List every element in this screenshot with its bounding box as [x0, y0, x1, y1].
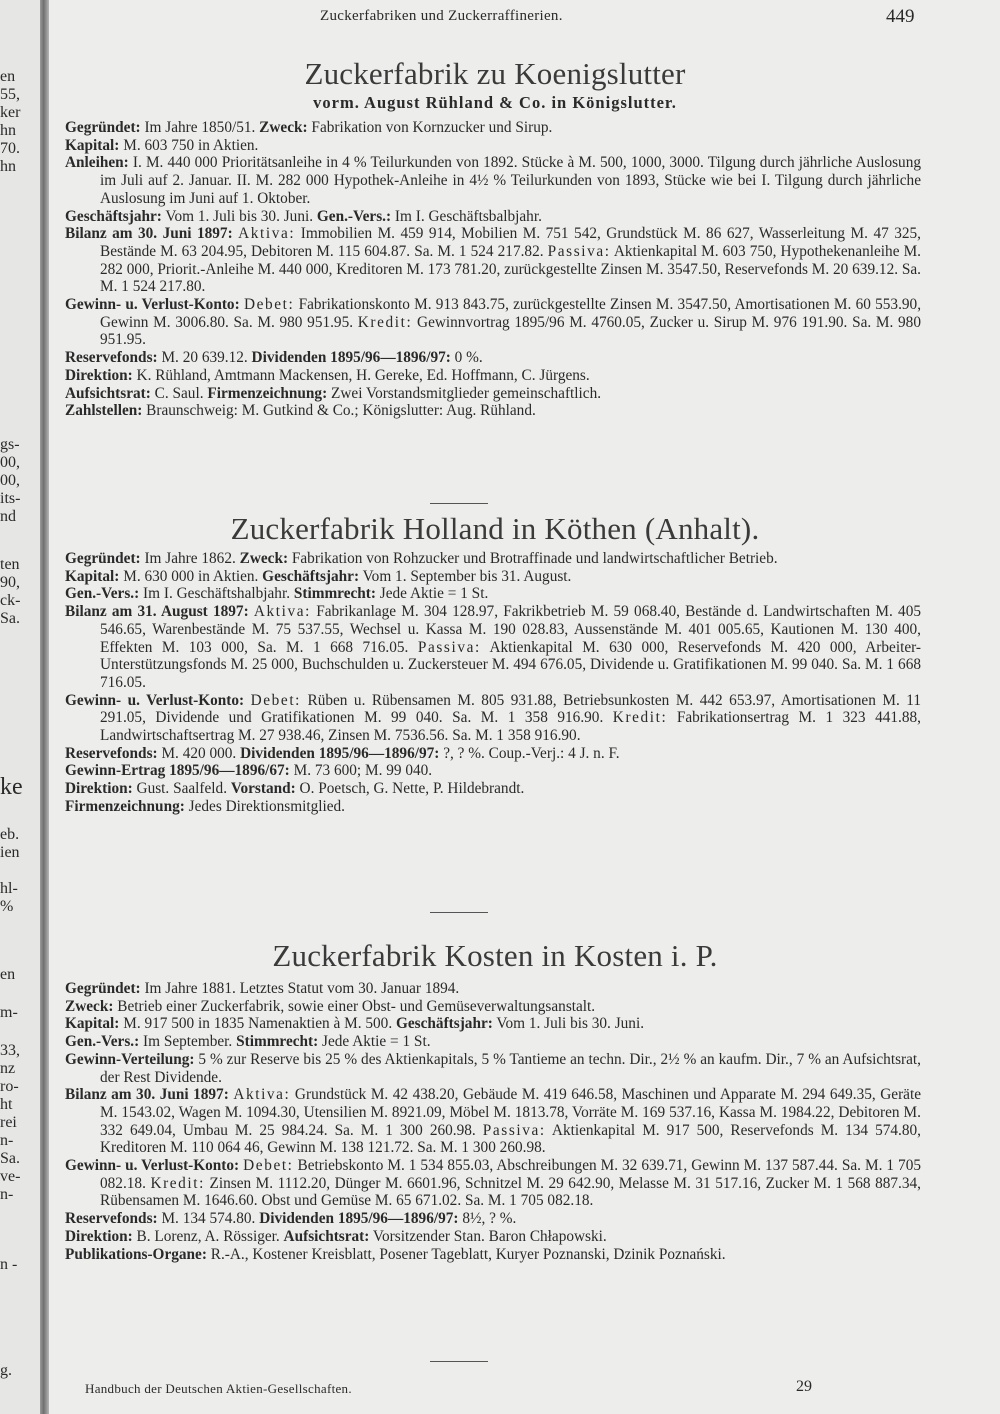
- field-value: R.-A., Kostener Kreisblatt, Posener Tageblatt, Kuryer Poznanski, Dzinik Poznański.: [206, 1245, 726, 1263]
- entry-paragraph: [65, 367, 921, 385]
- field-label: Anleihen:: [65, 154, 129, 172]
- left-page-fragment: n-: [0, 1132, 14, 1149]
- entry-paragraph: [65, 1246, 921, 1264]
- field-value: Vom 1. Juli bis 30. Juni.: [492, 1015, 645, 1033]
- field-value: Fabrikation von Kornzucker und Sirup.: [307, 119, 553, 136]
- left-page-fragment: ht: [0, 1096, 13, 1113]
- field-value: M. 134 574.80.: [157, 1210, 260, 1228]
- footer-book-title: Handbuch der Deutschen Aktien-Gesellschaften.: [85, 1381, 352, 1396]
- footer-signature: 29: [796, 1378, 812, 1395]
- field-value: M. 917 500 in 1835 Namenaktien à M. 500.: [119, 1015, 396, 1033]
- field-value: Zinsen M. 1112.20, Dünger M. 6601.96, Schnitzel M. 29 642.90, Melasse M. 31 517.16, Zucker M. 1 568 887.34, Rübensamen M. 1646.60. Obst und Gemüse M. 65 671.02. Sa. M. 1 705 082.18.: [100, 1174, 921, 1210]
- entry-paragraph: [65, 1086, 921, 1157]
- field-value: ?, ? %. Coup.-Verj.: 4 J. n. F.: [439, 744, 620, 762]
- field-label: Reservefonds:: [65, 349, 158, 367]
- field-value: Braunschweig: M. Gutkind & Co.; Königslutter: Aug. Rühland.: [142, 402, 536, 420]
- left-page-fragment: Sa.: [0, 610, 20, 627]
- left-page-fragment: hn: [0, 158, 16, 175]
- left-page-fragment: ck-: [0, 592, 21, 609]
- field-label: Direktion:: [65, 780, 133, 798]
- field-value: Im Jahre 1862.: [140, 550, 240, 567]
- left-page-fragment: 70.: [0, 140, 20, 157]
- entry-paragraph: [65, 798, 921, 816]
- account-side-label: Passiva:: [417, 638, 481, 656]
- field-value: Fabrikation von Rohzucker und Brotraffinade und landwirtschaftlicher Betrieb.: [288, 550, 778, 567]
- left-page-fragment: en: [0, 68, 16, 85]
- field-label: Zweck:: [239, 550, 289, 567]
- section-body: [65, 119, 921, 420]
- section-title: Zuckerfabrik Kosten in Kosten i. P.: [272, 938, 718, 973]
- field-value: O. Poetsch, G. Nette, P. Hildebrandt.: [295, 780, 525, 798]
- field-value: Betriebskonto M. 1 534 855.03, Abschreibungen M. 32 639.71, Gewinn M. 137 587.44. Sa. M. 1 705 082.18.: [100, 1157, 921, 1192]
- entry-paragraph: [65, 1228, 921, 1246]
- section-divider: [430, 912, 488, 913]
- account-side-label: Debet:: [243, 296, 295, 314]
- page-number: 449: [886, 6, 915, 27]
- field-label: Firmenzeichnung:: [207, 384, 328, 402]
- left-page-fragment: 55,: [0, 86, 20, 103]
- left-page-fragment: 90,: [0, 574, 20, 591]
- account-side-label: Kredit:: [150, 1174, 205, 1192]
- book-gutter: [40, 0, 49, 1414]
- account-side-label: Aktiva:: [253, 603, 311, 621]
- field-value: Im Jahre 1850/51.: [140, 119, 260, 136]
- section-divider: [430, 1361, 488, 1362]
- left-page-fragment: ke: [0, 774, 23, 800]
- field-label: Gegründet:: [65, 550, 141, 567]
- field-value: 0 %.: [450, 349, 483, 367]
- field-value: M. 20 639.12.: [157, 349, 252, 367]
- left-page-fragment: hl-: [0, 880, 18, 897]
- field-label: Stimmrecht:: [236, 1033, 319, 1051]
- field-label: Bilanz am 31. August 1897:: [65, 603, 249, 621]
- field-value: K. Rühland, Amtmann Mackensen, H. Gereke, Ed. Hoffmann, C. Jürgens.: [132, 366, 590, 384]
- section-subtitle: vorm. August Rühland & Co. in Königslutter.: [313, 93, 677, 112]
- field-label: Bilanz am 30. Juni 1897:: [65, 225, 233, 243]
- entry-paragraph: [65, 402, 921, 420]
- field-label: Firmenzeichnung:: [65, 797, 185, 815]
- field-value: Fabrikationsertrag M. 1 323 441.88, Landwirtschaftsertrag M. 27 938.46, Zinsen M. 7536.56. Sa. M. 1 358 916.90.: [100, 709, 921, 745]
- field-value: Aktienkapital M. 630 000, Reservefonds M. 420 000, Arbeiter-Unterstützungsfonds M. 25 000, Buchschulden u. Zuckersteuer M. 494 676.05, Dividende u. Gratifikationen M. 99 040. Sa. M. 1 668 716.05.: [100, 638, 921, 691]
- field-label: Zweck:: [65, 997, 114, 1015]
- entry-paragraph: [65, 550, 921, 568]
- field-value: Aktienkapital M. 917 500, Reservefonds M. 134 574.80, Kreditoren M. 110 064 46, Gewinn M. 138 121.72. Sa. M. 1 300 260.98.: [100, 1121, 921, 1157]
- entry-paragraph: [65, 225, 921, 296]
- field-label: Gegründet:: [65, 119, 141, 136]
- entry-paragraph: [65, 349, 921, 367]
- left-page-fragment: Sa.: [0, 1150, 20, 1167]
- field-label: Reservefonds:: [65, 744, 158, 762]
- field-value: Vom 1. September bis 31. August.: [359, 567, 572, 585]
- field-label: Geschäftsjahr:: [395, 1015, 493, 1033]
- entry-paragraph: [65, 1015, 921, 1033]
- field-value: 5 % zur Reserve bis 25 % des Aktienkapitals, 5 % Tantieme an techn. Dir., 2½ % an kaufm. Dir., 7 % an Aufsichtsrat, der Rest Dividende.: [100, 1050, 921, 1086]
- section-divider: [430, 503, 488, 504]
- field-value: Immobilien M. 459 914, Mobilien M. 751 542, Grundstück M. 86 627, Wasserleitung M. 47 325, Bestände M. 63 204.95, Debitoren M. 115 604.87. Sa. M. 1 524 217.82.: [100, 225, 921, 260]
- field-value: Fabrikationskonto M. 913 843.75, zurückgestellte Zinsen M. 3547.50, Amortisationen M. 60 553.90, Gewinn M. 3006.80. Sa. M. 980 951.95.: [100, 296, 922, 331]
- field-value: M. 603 750 in Aktien.: [119, 136, 259, 154]
- entry-paragraph: [65, 1210, 921, 1228]
- field-label: Gewinn-Verteilung:: [65, 1050, 195, 1068]
- field-value: M. 420 000.: [157, 744, 241, 762]
- field-label: Gewinn- u. Verlust-Konto:: [65, 296, 240, 314]
- left-page-fragment: 00,: [0, 454, 20, 471]
- field-value: Rüben u. Rübensamen M. 805 931.88, Betriebsunkosten M. 442 653.97, Amortisationen M. 11 291.05, Dividende und Gratifikationen M. 99 040. Sa. M. 1 358 916.90.: [100, 691, 922, 727]
- entry-paragraph: [65, 998, 921, 1016]
- field-label: Direktion:: [65, 366, 133, 384]
- left-page-fragment: nz: [0, 1060, 16, 1077]
- field-value: M. 73 600; M. 99 040.: [289, 762, 433, 780]
- entry-paragraph: [65, 1157, 921, 1210]
- field-value: Zwei Vorstandsmitglieder gemeinschaftlich.: [327, 384, 602, 402]
- field-label: Direktion:: [65, 1227, 133, 1245]
- field-value: Jede Aktie = 1 St.: [375, 585, 489, 603]
- field-value: Jedes Direktionsmitglied.: [184, 797, 345, 815]
- entry-paragraph: [65, 692, 921, 745]
- field-value: M. 630 000 in Aktien.: [119, 567, 263, 585]
- field-value: Grundstück M. 42 438.20, Gebäude M. 419 646.58, Maschinen und Apparate M. 294 649.35, Geräte M. 1543.02, Wagen M. 1094.30, Utensilien M. 8921.09, Möbel M. 1813.78, Vorräte M. 169 537.16, Kassa M. 1984.22, Debitoren M. 332 649.04, Umbau M. 25 984.24. Sa. M. 1 300 260.98.: [100, 1086, 921, 1139]
- field-label: Gewinn- u. Verlust-Konto:: [65, 1157, 240, 1175]
- section-body: [65, 550, 921, 816]
- field-label: Geschäftsjahr:: [262, 567, 360, 585]
- field-label: Kapital:: [65, 567, 120, 585]
- account-side-label: Aktiva:: [238, 225, 296, 243]
- entry-paragraph: [65, 119, 921, 137]
- field-value: Jede Aktie = 1 St.: [318, 1033, 431, 1051]
- field-label: Bilanz am 30. Juni 1897:: [65, 1086, 229, 1104]
- field-value: I. M. 440 000 Prioritätsanleihe in 4 % Teilurkunden von 1892. Stücke à M. 500, 1000, 3000. Tilgung durch jährliche Auslosung im Juli auf 2. Januar. II. M. 282 000 Hypothek-Anleihe in 4½ % Teilurkunden von 1893, Stücke wie bei I. Tilgung durch jährliche Auslosung im Juni auf 1. Oktober.: [100, 154, 921, 207]
- left-page-fragment: 33,: [0, 1042, 20, 1059]
- left-page-fragment: hn: [0, 122, 16, 139]
- previous-page-margin: [0, 0, 40, 1414]
- entry-paragraph: [65, 980, 921, 998]
- field-label: Gewinn-Ertrag 1895/96—1896/67:: [65, 762, 290, 780]
- running-header: Zuckerfabriken und Zuckerraffinerien.: [320, 8, 563, 24]
- left-page-fragment: n-: [0, 1186, 14, 1203]
- account-side-label: Passiva:: [547, 242, 611, 260]
- entry-paragraph: [65, 585, 921, 603]
- left-page-fragment: %: [0, 898, 14, 915]
- entry-paragraph: [65, 603, 921, 692]
- field-label: Gegründet:: [65, 980, 141, 997]
- field-value: 8½, ? %.: [458, 1210, 517, 1228]
- entry-paragraph: [65, 762, 921, 780]
- account-side-label: Debet:: [243, 1157, 294, 1175]
- field-value: Im September.: [139, 1033, 237, 1051]
- account-side-label: Kredit:: [357, 313, 413, 331]
- field-value: Im I. Geschäftsbalbjahr.: [391, 207, 542, 225]
- field-label: Dividenden 1895/96—1896/97:: [259, 1210, 459, 1228]
- entry-paragraph: [65, 137, 921, 155]
- left-page-fragment: ro-: [0, 1078, 19, 1095]
- left-page-fragment: its-: [0, 490, 21, 507]
- field-label: Gen.-Vers.:: [65, 1033, 140, 1051]
- field-label: Aufsichtsrat:: [65, 384, 151, 402]
- entry-paragraph: [65, 1033, 921, 1051]
- field-label: Vorstand:: [230, 780, 296, 798]
- entry-paragraph: [65, 296, 921, 349]
- section-title: Zuckerfabrik zu Koenigslutter: [304, 56, 686, 91]
- field-label: Geschäftsjahr:: [65, 207, 162, 225]
- left-page-fragment: nd: [0, 508, 16, 525]
- field-value: Vom 1. Juli bis 30. Juni.: [161, 207, 317, 225]
- left-page-fragment: eb.: [0, 826, 20, 843]
- account-side-label: Kredit:: [612, 709, 668, 727]
- account-side-label: Debet:: [250, 691, 302, 709]
- field-value: Betrieb einer Zuckerfabrik, sowie einer Obst- und Gemüseverwaltungsanstalt.: [113, 997, 596, 1015]
- field-label: Kapital:: [65, 136, 120, 154]
- field-value: C. Saul.: [150, 384, 208, 402]
- field-label: Zahlstellen:: [65, 402, 143, 420]
- field-value: Gust. Saalfeld.: [132, 780, 231, 798]
- field-label: Zweck:: [259, 119, 308, 136]
- left-page-fragment: n -: [0, 1256, 18, 1273]
- left-page-fragment: ker: [0, 104, 21, 121]
- left-page-fragment: g.: [0, 1362, 12, 1379]
- field-label: Reservefonds:: [65, 1210, 158, 1228]
- field-value: Im I. Geschäftshalbjahr.: [139, 585, 294, 603]
- left-page-fragment: ten: [0, 556, 20, 573]
- section-title: Zuckerfabrik Holland in Köthen (Anhalt).: [230, 511, 760, 546]
- left-page-fragment: gs-: [0, 436, 20, 453]
- field-label: Aufsichtsrat:: [283, 1227, 370, 1245]
- field-value: Im Jahre 1881. Letztes Statut vom 30. Januar 1894.: [140, 980, 460, 997]
- field-label: Dividenden 1895/96—1896/97:: [240, 744, 440, 762]
- entry-paragraph: [65, 1051, 921, 1086]
- entry-paragraph: [65, 780, 921, 798]
- left-page-fragment: ien: [0, 844, 20, 861]
- left-page-fragment: ve-: [0, 1168, 21, 1185]
- section-body: [65, 980, 921, 1263]
- entry-paragraph: [65, 154, 921, 207]
- field-label: Gen.-Vers.:: [316, 207, 392, 225]
- field-label: Publikations-Organe:: [65, 1245, 207, 1263]
- left-page-fragment: rei: [0, 1114, 17, 1131]
- field-label: Stimmrecht:: [293, 585, 376, 603]
- field-label: Dividenden 1895/96—1896/97:: [251, 349, 451, 367]
- left-page-fragment: m-: [0, 1004, 18, 1021]
- field-value: Aktienkapital M. 603 750, Hypothekenanleihe M. 282 000, Priorit.-Anleihe M. 440 000, Kreditoren M. 173 781.20, zurückgestellte Zinsen M. 3547.50, Reservefonds M. 20 639.12. Sa. M. 1 524 217.80.: [100, 242, 921, 296]
- entry-paragraph: [65, 568, 921, 586]
- field-value: Gewinnvortrag 1895/96 M. 4760.05, Zucker u. Sirup M. 976 191.90. Sa. M. 980 951.95.: [100, 313, 921, 349]
- field-value: Fabrikanlage M. 304 128.97, Fakrikbetrieb M. 59 068.40, Bestände d. Landwirtschaften M. 405 546.65, Warenbestände M. 75 537.55, Wechsel u. Kassa M. 190 028.83, Aussenstände M. 401 005.65, Kautionen M. 130 400, Effekten M. 103 000, Sa. M. 1 668 716.05.: [100, 603, 922, 656]
- entry-paragraph: [65, 208, 921, 226]
- field-label: Gewinn- u. Verlust-Konto:: [65, 691, 245, 709]
- field-label: Kapital:: [65, 1015, 120, 1033]
- entry-paragraph: [65, 745, 921, 763]
- field-value: Vorsitzender Stan. Baron Chłapowski.: [369, 1227, 607, 1245]
- field-label: Gen.-Vers.:: [65, 585, 140, 603]
- account-side-label: Passiva:: [482, 1121, 546, 1139]
- left-page-fragment: en: [0, 966, 16, 983]
- account-side-label: Aktiva:: [233, 1086, 291, 1104]
- left-page-fragment: 00,: [0, 472, 20, 489]
- field-value: B. Lorenz, A. Rössiger.: [132, 1227, 284, 1245]
- entry-paragraph: [65, 385, 921, 403]
